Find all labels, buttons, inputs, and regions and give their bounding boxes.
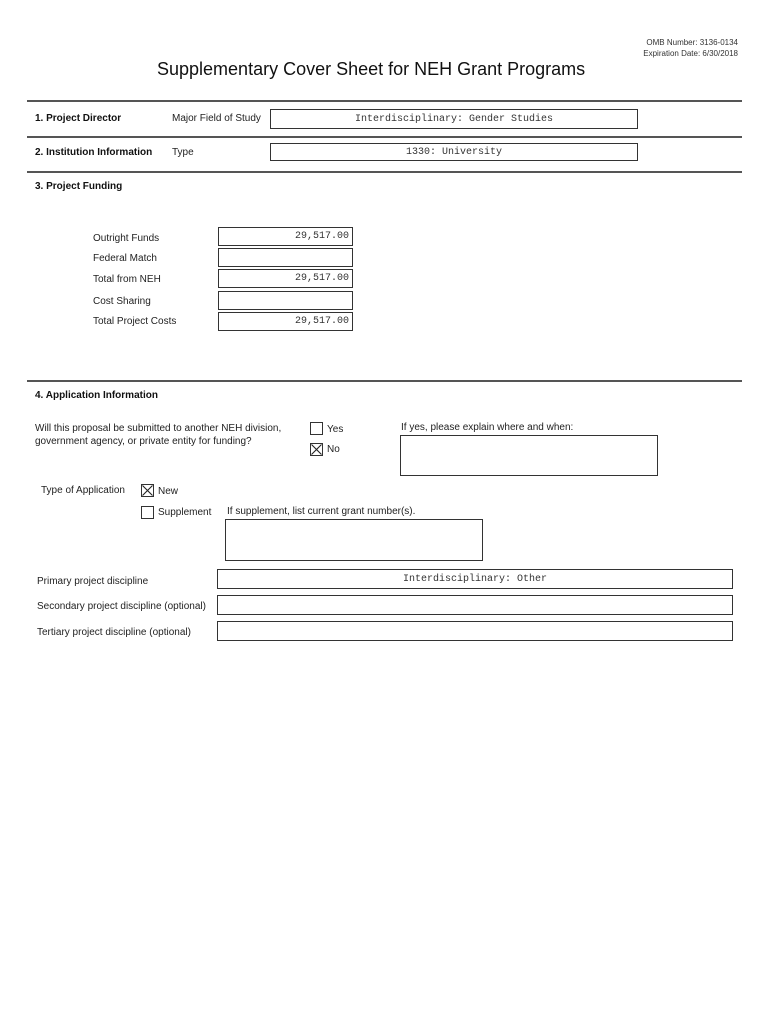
tertiary-discipline-input[interactable] xyxy=(217,621,733,641)
total-project-costs-input[interactable]: 29,517.00 xyxy=(218,312,353,331)
question-line-2: government agency, or private entity for funding? xyxy=(35,436,252,447)
federal-match-label: Federal Match xyxy=(93,253,157,264)
grant-numbers-textarea[interactable] xyxy=(225,519,483,561)
type-of-application-label: Type of Application xyxy=(41,485,125,496)
section-divider xyxy=(27,380,742,382)
expiration-date: Expiration Date: 6/30/2018 xyxy=(643,49,738,58)
primary-discipline-label: Primary project discipline xyxy=(37,576,149,587)
total-project-costs-label: Total Project Costs xyxy=(93,316,177,327)
explain-label: If yes, please explain where and when: xyxy=(401,422,574,433)
federal-match-input[interactable] xyxy=(218,248,353,267)
explain-textarea[interactable] xyxy=(400,435,658,476)
yes-checkbox[interactable] xyxy=(310,422,323,435)
page-title: Supplementary Cover Sheet for NEH Grant Programs xyxy=(157,59,586,79)
omb-number: OMB Number: 3136-0134 xyxy=(646,38,738,47)
cost-sharing-label: Cost Sharing xyxy=(93,296,151,307)
supplement-label: Supplement xyxy=(158,507,212,518)
section-divider xyxy=(27,100,742,102)
grant-numbers-label: If supplement, list current grant number(s). xyxy=(227,506,416,517)
new-checkbox[interactable] xyxy=(141,484,154,497)
question-line-1: Will this proposal be submitted to another NEH division, xyxy=(35,423,282,434)
secondary-discipline-input[interactable] xyxy=(217,595,733,615)
section-divider xyxy=(27,136,742,138)
total-from-neh-label: Total from NEH xyxy=(93,274,161,285)
form-meta xyxy=(643,37,738,59)
secondary-discipline-label: Secondary project discipline (optional) xyxy=(37,601,206,612)
institution-type-input[interactable]: 1330: University xyxy=(270,143,638,161)
x-mark-icon xyxy=(142,485,153,496)
outright-funds-label: Outright Funds xyxy=(93,233,160,244)
yes-label: Yes xyxy=(327,424,344,435)
other-funding-question xyxy=(35,422,281,448)
section-project-funding: 3. Project Funding xyxy=(35,181,123,192)
section-institution-information: 2. Institution Information xyxy=(35,147,153,158)
new-label: New xyxy=(158,486,179,497)
primary-discipline-input[interactable]: Interdisciplinary: Other xyxy=(217,569,733,589)
section-application-information: 4. Application Information xyxy=(35,390,158,401)
major-field-label: Major Field of Study xyxy=(172,113,261,124)
x-mark-icon xyxy=(311,423,322,434)
no-label: No xyxy=(327,444,340,455)
institution-type-label: Type xyxy=(172,147,194,158)
x-mark-icon xyxy=(311,444,322,455)
section-project-director: 1. Project Director xyxy=(35,113,122,124)
outright-funds-input[interactable]: 29,517.00 xyxy=(218,227,353,246)
total-from-neh-input[interactable]: 29,517.00 xyxy=(218,269,353,288)
tertiary-discipline-label: Tertiary project discipline (optional) xyxy=(37,627,191,638)
no-checkbox[interactable] xyxy=(310,443,323,456)
x-mark-icon xyxy=(142,507,153,518)
supplement-checkbox[interactable] xyxy=(141,506,154,519)
cost-sharing-input[interactable] xyxy=(218,291,353,310)
major-field-input[interactable]: Interdisciplinary: Gender Studies xyxy=(270,109,638,129)
section-divider xyxy=(27,171,742,173)
